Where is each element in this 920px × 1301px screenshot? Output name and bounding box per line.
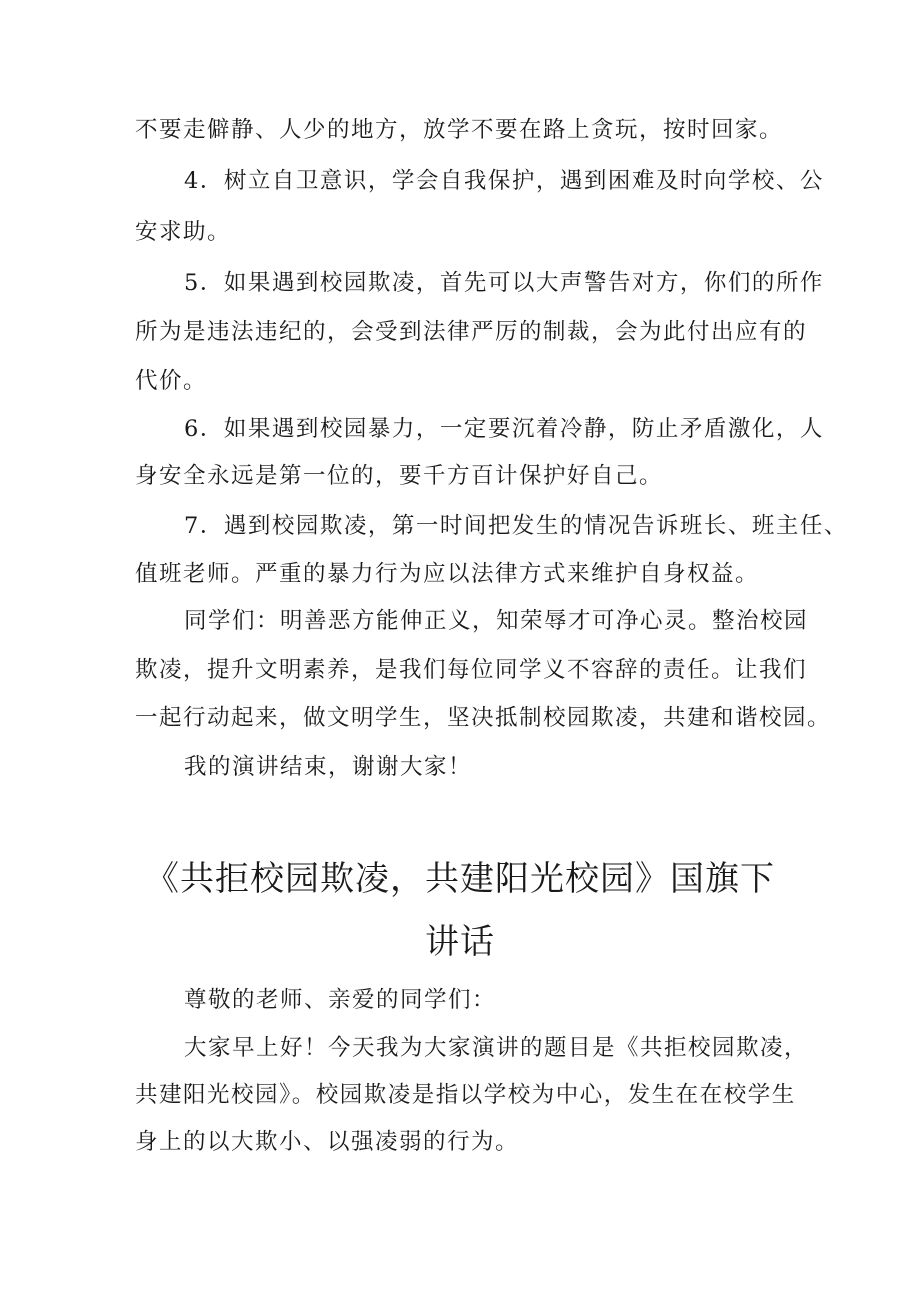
item-7-line-2: 值班老师。严重的暴力行为应以法律方式来维护自身权益。 [135,561,760,587]
speech-title-line-2: 讲话 [425,922,495,962]
greeting: 尊敬的老师、亲爱的同学们： [184,987,497,1013]
closing-line-2: 欺凌，提升文明素养，是我们每位同学义不容辞的责任。让我们 [135,657,808,683]
item-7-line-1: 7．遇到校园欺凌，第一时间把发生的情况告诉班长、班主任、 [184,513,848,539]
body-line-3: 身上的以大欺小、以强凌弱的行为。 [135,1129,520,1155]
item-5-line-3: 代价。 [135,368,208,394]
closing-line-1: 同学们：明善恶方能伸正义，知荣辱才可净心灵。整治校园 [184,608,809,634]
item-4-line-2: 安求助。 [135,219,232,245]
item-5-line-1: 5．如果遇到校园欺凌，首先可以大声警告对方，你们的所作 [184,270,824,296]
speech-title-line-1: 《共拒校园欺凌，共建阳光校园》国旗下 [145,859,775,899]
body-line-1: 大家早上好！今天我为大家演讲的题目是《共拒校园欺凌， [184,1035,809,1061]
continuation-line: 不要走僻静、人少的地方，放学不要在路上贪玩，按时回家。 [135,117,784,143]
item-6-line-2: 身安全永远是第一位的，要千方百计保护好自己。 [135,463,664,489]
closing-line-3: 一起行动起来，做文明学生，坚决抵制校园欺凌，共建和谐校园。 [135,705,832,731]
closing-end: 我的演讲结束，谢谢大家！ [184,754,473,780]
body-line-2: 共建阳光校园》。校园欺凌是指以学校为中心，发生在在校学生 [135,1082,796,1108]
item-4-line-1: 4．树立自卫意识，学会自我保护，遇到困难及时向学校、公 [184,168,824,194]
item-6-line-1: 6．如果遇到校园暴力，一定要沉着冷静，防止矛盾激化，人 [184,416,824,442]
item-5-line-2: 所为是违法违纪的，会受到法律严厉的制裁，会为此付出应有的 [135,319,808,345]
